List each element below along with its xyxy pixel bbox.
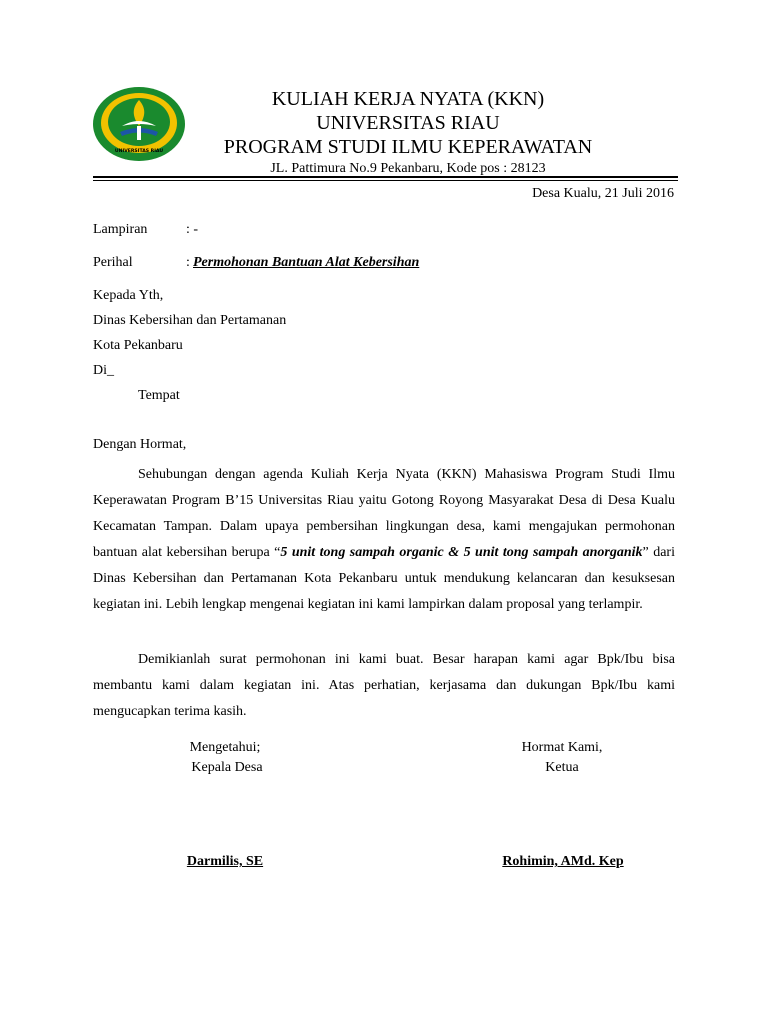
perihal-value: Permohonan Bantuan Alat Kebersihan bbox=[193, 255, 420, 270]
svg-text:UNIVERSITAS RIAU: UNIVERSITAS RIAU bbox=[114, 149, 164, 154]
lampiran-value: : - bbox=[186, 222, 199, 237]
right-signature-name: Rohimin, AMd. Kep bbox=[502, 854, 624, 869]
paragraph-1: Sehubungan dengan agenda Kuliah Kerja Nyata (KKN) Mahasiswa Program Studi Ilmu Keperawatan Program B’15 Universitas Riau yaitu Gotong Royong Masyarakat Desa di Desa Kualu Kecamatan Tampan. Dalam upaya pembersihan lingkungan desa, kami mengajukan permohonan bantuan alat kebersihan berupa “5 unit tong sampah organic & 5 unit tong sampah anorganik” dari Dinas Kebersihan dan Pertamanan Kota Pekanbaru untuk mendukung kelancaran dan kesuksesan kegiatan ini. Lebih lengkap mengenai kegiatan ini kami lampirkan dalam proposal yang terlampir. bbox=[93, 467, 675, 612]
left-signature-title: Mengetahui; bbox=[189, 740, 261, 755]
recipient-line-1: Kepada Yth, bbox=[93, 288, 164, 303]
letterhead-address: JL. Pattimura No.9 Pekanbaru, Kode pos : 28123 bbox=[270, 161, 546, 176]
right-signature-role: Ketua bbox=[545, 760, 579, 775]
university-logo bbox=[92, 86, 186, 162]
letter-date: Desa Kualu, 21 Juli 2016 bbox=[532, 186, 674, 201]
perihal-label: Perihal bbox=[93, 255, 133, 270]
right-signature-title: Hormat Kami, bbox=[521, 740, 603, 755]
letterhead-divider bbox=[93, 176, 678, 178]
recipient-line-4: Di_ bbox=[93, 363, 114, 378]
paragraph-2: Demikianlah surat permohonan ini kami buat. Besar harapan kami agar Bpk/Ibu bisa membantu kami dalam kegiatan ini. Atas perhatian, kerjasama dan dukungan Bpk/Ibu kami mengucapkan terima kasih. bbox=[93, 652, 675, 719]
left-signature-name: Darmilis, SE bbox=[186, 854, 264, 869]
recipient-line-3: Kota Pekanbaru bbox=[93, 338, 183, 353]
letterhead-divider-thin bbox=[93, 180, 678, 181]
letterhead-line-2: UNIVERSITAS RIAU bbox=[316, 112, 500, 134]
perihal-colon: : bbox=[186, 255, 190, 270]
recipient-line-2: Dinas Kebersihan dan Pertamanan bbox=[93, 313, 287, 328]
lampiran-label: Lampiran bbox=[93, 222, 148, 237]
letterhead-line-3: PROGRAM STUDI ILMU KEPERAWATAN bbox=[223, 136, 593, 158]
greeting: Dengan Hormat, bbox=[93, 437, 187, 452]
letterhead-line-1: KULIAH KERJA NYATA (KKN) bbox=[271, 88, 545, 110]
left-signature-role: Kepala Desa bbox=[191, 760, 263, 775]
recipient-line-5: Tempat bbox=[138, 388, 180, 403]
